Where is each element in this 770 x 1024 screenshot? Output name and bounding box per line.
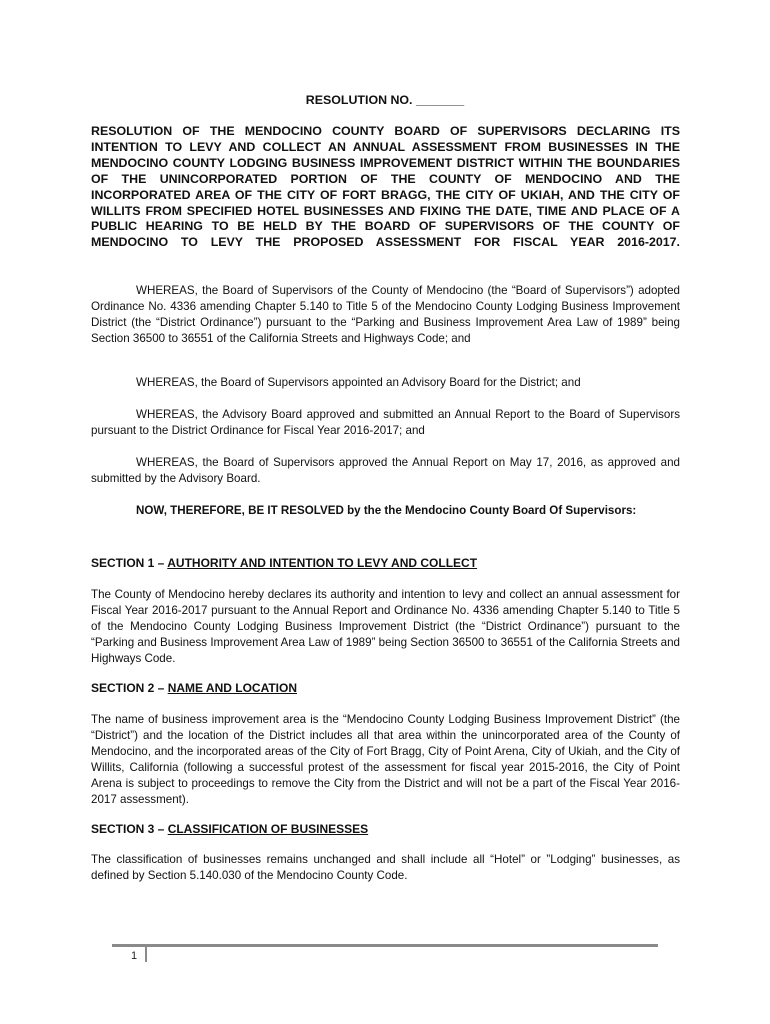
section-3-prefix: SECTION 3 – [91, 822, 168, 836]
section-2-prefix: SECTION 2 – [91, 681, 168, 695]
resolution-number: RESOLUTION NO. _______ [305, 93, 465, 107]
section-1-title: AUTHORITY AND INTENTION TO LEVY AND COLLECT [167, 556, 478, 570]
section-3-text: The classification of businesses remains unchanged and shall include all “Hotel” or ”Lodging” businesses, as defined by Section 5.140.030 of the Mendocino County Code. [91, 853, 680, 882]
page-number: 1 [131, 950, 138, 962]
footer-divider [145, 944, 147, 962]
section-2-title: NAME AND LOCATION [167, 681, 298, 695]
whereas-paragraph-4: WHEREAS, the Board of Supervisors approved the Annual Report on May 17, 2016, as approved and submitted by the Advisory Board. [91, 456, 680, 485]
whereas-paragraph-2: WHEREAS, the Board of Supervisors appointed an Advisory Board for the District; and [136, 376, 581, 389]
whereas-paragraph-1: WHEREAS, the Board of Supervisors of the County of Mendocino (the “Board of Supervisors”) adopted Ordinance No. 4336 amending Chapter 5.140 to Title 5 of the Mendocino County Lodging Business Improvement District (the “District Ordinance”) pursuant to the “Parking and Business Improvement Area Law of 1989” being Section 36500 to 36551 of the California Streets and Highways Code; and [91, 284, 680, 345]
resolution-heading: RESOLUTION OF THE MENDOCINO COUNTY BOARD OF SUPERVISORS DECLARING ITS INTENTION TO LEVY AND COLLECT AN ANNUAL ASSESSMENT FROM BUSINESSES IN THE MENDOCINO COUNTY LODGING BUSINESS IMPROVEMENT DISTRICT WITHIN THE BOUNDARIES OF THE UNINCORPORATED PORTION OF THE COUNTY OF MENDOCINO AND THE INCORPORATED AREA OF THE CITY OF FORT BRAGG, THE CITY OF UKIAH, AND THE CITY OF WILLITS FROM SPECIFIED HOTEL BUSINESSES AND FIXING THE DATE, TIME AND PLACE OF A PUBLIC HEARING TO BE HELD BY THE BOARD OF SUPERVISORS OF THE COUNTY OF MENDOCINO TO LEVY THE PROPOSED ASSESSMENT FOR FISCAL YEAR 2016-2017. [91, 124, 680, 250]
section-2-text: The name of business improvement area is the “Mendocino County Lodging Business Improvement District” (the “District”) and the location of the District includes all that area within the unincorporated area of the County of Mendocino, and the incorporated areas of the City of Fort Bragg, City of Point Arena, City of Ukiah, and the City of Willits, California (following a successful protest of the assessment for fiscal year 2015-2016, the City of Point Arena is subject to proceedings to remove the City from the District and will not be a part of the Fiscal Year 2016-2017 assessment). [91, 713, 680, 806]
resolved-clause: NOW, THEREFORE, BE IT RESOLVED by the the Mendocino County Board Of Supervisors: [136, 504, 637, 517]
section-2-heading [91, 681, 297, 695]
whereas-paragraph-3: WHEREAS, the Advisory Board approved and submitted an Annual Report to the Board of Supervisors pursuant to the District Ordinance for Fiscal Year 2016-2017; and [91, 408, 680, 437]
section-1-text: The County of Mendocino hereby declares its authority and intention to levy and collect an annual assessment for Fiscal Year 2016-2017 pursuant to the Annual Report and Ordinance No. 4336 amending Chapter 5.140 to Title 5 of the Mendocino County Lodging Business Improvement District (the “District Ordinance”) pursuant to the “Parking and Business Improvement Area Law of 1989” being Section 36500 to 36551 of the California Streets and Highways Code. [91, 588, 680, 665]
section-1-heading [91, 556, 477, 570]
section-3-heading [91, 822, 368, 836]
footer-rule [112, 944, 658, 947]
section-1-prefix: SECTION 1 – [91, 556, 168, 570]
section-3-title: CLASSIFICATION OF BUSINESSES [167, 822, 369, 836]
